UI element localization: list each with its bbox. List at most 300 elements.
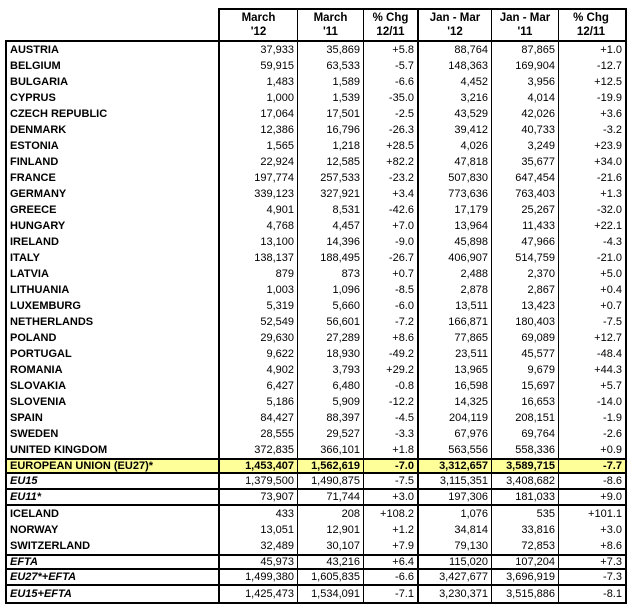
value-cell: 1,379,500: [220, 474, 298, 488]
value-cell: 3,589,715: [492, 460, 559, 472]
table-row: [7, 74, 625, 90]
value-cell: -9.0: [364, 234, 419, 250]
value-cell: 9,679: [492, 362, 559, 378]
table-row: [7, 394, 625, 410]
row-label: NETHERLANDS: [7, 314, 220, 330]
value-cell: 514,759: [492, 250, 559, 266]
value-cell: 63,533: [298, 58, 364, 74]
value-cell: 15,697: [492, 378, 559, 394]
value-cell: 45,577: [492, 346, 559, 362]
value-cell: -7.2: [364, 314, 419, 330]
value-cell: 366,101: [298, 442, 364, 458]
row-label: GERMANY: [7, 186, 220, 202]
value-cell: 873: [298, 266, 364, 282]
value-cell: +1.3: [600, 188, 622, 200]
table-row: [7, 266, 625, 282]
value-cell: 773,636: [419, 186, 492, 202]
value-cell: +3.6: [600, 108, 622, 120]
value-cell: +8.6: [364, 330, 419, 346]
value-cell: 535: [492, 506, 559, 522]
value-cell: +8.6: [600, 540, 622, 552]
row-label: ICELAND: [7, 506, 220, 522]
value-cell: -8.5: [364, 282, 419, 298]
value-cell: -26.7: [364, 250, 419, 266]
value-cell: -42.6: [364, 202, 419, 218]
value-cell: 18,930: [298, 346, 364, 362]
value-cell: +23.9: [594, 140, 622, 152]
value-cell: 52,549: [220, 314, 298, 330]
value-cell: 22,924: [220, 154, 298, 170]
value-cell: +108.2: [364, 506, 419, 522]
value-cell: 4,768: [220, 218, 298, 234]
row-label: SLOVENIA: [7, 394, 220, 410]
value-cell: 257,533: [298, 170, 364, 186]
header-line2: '11: [517, 26, 533, 38]
value-cell: -8.1: [603, 588, 622, 600]
value-cell: 35,869: [298, 42, 364, 58]
header-janmar-11: [492, 10, 559, 40]
row-label: ITALY: [7, 250, 220, 266]
value-cell: 4,902: [220, 362, 298, 378]
value-cell: 35,677: [492, 154, 559, 170]
value-cell: +7.0: [364, 218, 419, 234]
table-body: [5, 40, 627, 604]
table-row: [7, 154, 625, 170]
value-cell: -0.8: [364, 378, 419, 394]
value-cell: +3.4: [364, 186, 419, 202]
header-line1: % Chg: [372, 12, 409, 24]
table-row: [7, 122, 625, 138]
value-cell: +3.0: [600, 524, 622, 536]
row-label: BELGIUM: [7, 58, 220, 74]
value-cell: 3,216: [419, 90, 492, 106]
value-cell: 2,867: [492, 282, 559, 298]
value-cell: 2,878: [419, 282, 492, 298]
value-cell: +0.9: [600, 444, 622, 456]
value-cell: 1,425,473: [220, 586, 298, 602]
value-cell: -2.5: [364, 106, 419, 122]
value-cell: 879: [220, 266, 298, 282]
car-registrations-table: [5, 8, 627, 604]
value-cell: +1.8: [364, 442, 419, 458]
table-row: [7, 474, 625, 490]
value-cell: 563,556: [419, 442, 492, 458]
value-cell: 169,904: [492, 58, 559, 74]
value-cell: -32.0: [596, 204, 622, 216]
table-row: [7, 250, 625, 266]
value-cell: 138,137: [220, 250, 298, 266]
value-cell: 84,427: [220, 410, 298, 426]
value-cell: -6.6: [364, 570, 419, 584]
header-janmar-12: [419, 10, 492, 40]
value-cell: 34,814: [419, 522, 492, 538]
header-line1: Jan - Mar: [429, 12, 481, 24]
value-cell: -7.5: [603, 316, 622, 328]
value-cell: +12.7: [594, 332, 622, 344]
table-row: [7, 106, 625, 122]
value-cell: 3,956: [492, 74, 559, 90]
row-label: NORWAY: [7, 522, 220, 538]
table-row: [7, 282, 625, 298]
value-cell: 3,312,657: [419, 460, 492, 472]
value-cell: 558,336: [492, 442, 559, 458]
table-row: [7, 202, 625, 218]
value-cell: +22.1: [594, 220, 622, 232]
value-cell: 25,267: [492, 202, 559, 218]
table-row: [7, 362, 625, 378]
value-cell: 763,403: [492, 186, 559, 202]
value-cell: 3,408,682: [492, 474, 559, 488]
value-cell: 79,130: [419, 538, 492, 554]
value-cell: 3,515,886: [492, 586, 559, 602]
value-cell: 5,186: [220, 394, 298, 410]
value-cell: 4,452: [419, 74, 492, 90]
row-label: EUROPEAN UNION (EU27)*: [7, 460, 220, 472]
row-label: EFTA: [7, 556, 220, 568]
value-cell: +0.7: [364, 266, 419, 282]
value-cell: 1,589: [298, 74, 364, 90]
row-label: AUSTRIA: [7, 42, 220, 58]
value-cell: 12,901: [298, 522, 364, 538]
value-cell: +5.8: [364, 42, 419, 58]
header-march-11: [298, 10, 364, 40]
table-row: [7, 58, 625, 74]
value-cell: 1,483: [220, 74, 298, 90]
value-cell: 71,744: [298, 490, 364, 504]
value-cell: 73,907: [220, 490, 298, 504]
value-cell: 28,555: [220, 426, 298, 442]
value-cell: 1,534,091: [298, 586, 364, 602]
row-label: UNITED KINGDOM: [7, 442, 220, 458]
value-cell: 3,249: [492, 138, 559, 154]
value-cell: 17,179: [419, 202, 492, 218]
table-row: [7, 42, 625, 58]
value-cell: 433: [220, 506, 298, 522]
value-cell: -3.3: [364, 426, 419, 442]
header-line2: '11: [323, 26, 338, 38]
value-cell: 1,218: [298, 138, 364, 154]
row-label: DENMARK: [7, 122, 220, 138]
value-cell: 1,453,407: [220, 460, 298, 472]
value-cell: 30,107: [298, 538, 364, 554]
table-row: [7, 234, 625, 250]
value-cell: 1,490,875: [298, 474, 364, 488]
table-row: [7, 186, 625, 202]
value-cell: 8,531: [298, 202, 364, 218]
value-cell: 13,964: [419, 218, 492, 234]
row-label: HUNGARY: [7, 218, 220, 234]
value-cell: +28.5: [364, 138, 419, 154]
value-cell: 188,495: [298, 250, 364, 266]
value-cell: -35.0: [364, 90, 419, 106]
value-cell: 77,865: [419, 330, 492, 346]
header-line1: % Chg: [573, 12, 609, 24]
value-cell: 3,427,677: [419, 570, 492, 584]
table-row: [7, 538, 625, 554]
value-cell: +7.9: [364, 538, 419, 554]
value-cell: 14,325: [419, 394, 492, 410]
value-cell: 4,026: [419, 138, 492, 154]
row-label: IRELAND: [7, 234, 220, 250]
value-cell: -14.0: [596, 396, 622, 408]
value-cell: 69,089: [492, 330, 559, 346]
row-label: POLAND: [7, 330, 220, 346]
row-label: PORTUGAL: [7, 346, 220, 362]
value-cell: 40,733: [492, 122, 559, 138]
value-cell: 406,907: [419, 250, 492, 266]
value-cell: 13,965: [419, 362, 492, 378]
value-cell: 4,901: [220, 202, 298, 218]
table-row: [7, 490, 625, 506]
value-cell: 507,830: [419, 170, 492, 186]
value-cell: -23.2: [364, 170, 419, 186]
value-cell: 43,529: [419, 106, 492, 122]
table-row: [7, 570, 625, 586]
value-cell: +34.0: [594, 156, 622, 168]
table-row: [7, 298, 625, 314]
value-cell: +5.0: [600, 268, 622, 280]
header-line2: 12/11: [576, 26, 606, 38]
row-label: SWITZERLAND: [7, 538, 220, 554]
value-cell: 29,630: [220, 330, 298, 346]
header-pct-chg-ytd: [559, 10, 623, 40]
value-cell: 12,386: [220, 122, 298, 138]
value-cell: 17,501: [298, 106, 364, 122]
value-cell: +29.2: [364, 362, 419, 378]
value-cell: +1.0: [600, 44, 622, 56]
value-cell: -2.6: [603, 428, 622, 440]
header-line2: 12/11: [376, 26, 405, 38]
value-cell: +5.7: [600, 380, 622, 392]
value-cell: -4.5: [364, 410, 419, 426]
value-cell: 9,622: [220, 346, 298, 362]
value-cell: 72,853: [492, 538, 559, 554]
value-cell: 87,865: [492, 42, 559, 58]
value-cell: 1,076: [419, 506, 492, 522]
value-cell: -12.7: [596, 60, 622, 72]
value-cell: -21.0: [596, 252, 622, 264]
header-line1: March: [241, 12, 276, 24]
row-label: GREECE: [7, 202, 220, 218]
value-cell: 16,796: [298, 122, 364, 138]
header-line2: '12: [250, 26, 267, 38]
row-label: SLOVAKIA: [7, 378, 220, 394]
header-line1: March: [313, 12, 348, 24]
table-row: [7, 138, 625, 154]
value-cell: 1,562,619: [298, 460, 364, 472]
value-cell: 115,020: [419, 556, 492, 568]
value-cell: 47,818: [419, 154, 492, 170]
value-cell: 11,433: [492, 218, 559, 234]
row-label: BULGARIA: [7, 74, 220, 90]
value-cell: 1,003: [220, 282, 298, 298]
value-cell: +7.3: [600, 556, 622, 568]
value-cell: +0.7: [600, 300, 622, 312]
value-cell: 107,204: [492, 556, 559, 568]
table-row: [7, 218, 625, 234]
value-cell: 1,000: [220, 90, 298, 106]
value-cell: 372,835: [220, 442, 298, 458]
value-cell: +1.2: [364, 522, 419, 538]
value-cell: -7.7: [603, 460, 622, 472]
value-cell: 166,871: [419, 314, 492, 330]
value-cell: 2,488: [419, 266, 492, 282]
value-cell: 12,585: [298, 154, 364, 170]
value-cell: 45,973: [220, 556, 298, 568]
value-cell: 3,793: [298, 362, 364, 378]
table-row: [7, 426, 625, 442]
value-cell: 67,976: [419, 426, 492, 442]
value-cell: +3.0: [364, 490, 419, 504]
value-cell: 13,511: [419, 298, 492, 314]
value-cell: 2,370: [492, 266, 559, 282]
header-pct-chg-month: [364, 10, 419, 40]
row-label: LUXEMBURG: [7, 298, 220, 314]
table-header: [218, 8, 627, 40]
value-cell: 13,051: [220, 522, 298, 538]
value-cell: +9.0: [600, 491, 622, 503]
value-cell: -7.1: [364, 586, 419, 602]
table-row: [7, 330, 625, 346]
value-cell: 59,915: [220, 58, 298, 74]
value-cell: -12.2: [364, 394, 419, 410]
value-cell: 29,527: [298, 426, 364, 442]
row-label: CZECH REPUBLIC: [7, 106, 220, 122]
value-cell: 42,026: [492, 106, 559, 122]
value-cell: 5,909: [298, 394, 364, 410]
value-cell: 1,565: [220, 138, 298, 154]
value-cell: 32,489: [220, 538, 298, 554]
header-line1: Jan - Mar: [499, 12, 551, 24]
value-cell: 14,396: [298, 234, 364, 250]
row-label: SWEDEN: [7, 426, 220, 442]
row-label: EU15+EFTA: [7, 586, 220, 602]
value-cell: -26.3: [364, 122, 419, 138]
value-cell: -5.7: [364, 58, 419, 74]
value-cell: 148,363: [419, 58, 492, 74]
value-cell: 3,230,371: [419, 586, 492, 602]
value-cell: 180,403: [492, 314, 559, 330]
row-label: FINLAND: [7, 154, 220, 170]
value-cell: 27,289: [298, 330, 364, 346]
value-cell: 6,480: [298, 378, 364, 394]
value-cell: 5,660: [298, 298, 364, 314]
table-row: [7, 554, 625, 570]
row-label: ROMANIA: [7, 362, 220, 378]
value-cell: 181,033: [492, 490, 559, 504]
row-label: EU27*+EFTA: [7, 570, 220, 584]
value-cell: 208,151: [492, 410, 559, 426]
value-cell: 1,096: [298, 282, 364, 298]
value-cell: -3.2: [603, 124, 622, 136]
table-row: [7, 458, 625, 474]
value-cell: 1,499,380: [220, 570, 298, 584]
table-row: [7, 346, 625, 362]
table-row: [7, 378, 625, 394]
value-cell: 208: [298, 506, 364, 522]
value-cell: 647,454: [492, 170, 559, 186]
value-cell: 3,696,919: [492, 570, 559, 584]
value-cell: -1.9: [603, 412, 622, 424]
value-cell: 23,511: [419, 346, 492, 362]
value-cell: +82.2: [364, 154, 419, 170]
value-cell: 56,601: [298, 314, 364, 330]
value-cell: 204,119: [419, 410, 492, 426]
value-cell: 197,774: [220, 170, 298, 186]
row-label: LITHUANIA: [7, 282, 220, 298]
table-row: [7, 506, 625, 522]
value-cell: 16,598: [419, 378, 492, 394]
value-cell: +101.1: [588, 508, 622, 520]
value-cell: +44.3: [594, 364, 622, 376]
value-cell: -6.6: [364, 74, 419, 90]
header-march-12: [220, 10, 298, 40]
value-cell: 17,064: [220, 106, 298, 122]
row-label: EU15: [7, 474, 220, 488]
table-row: [7, 314, 625, 330]
header-line2: '12: [447, 26, 463, 38]
value-cell: 88,764: [419, 42, 492, 58]
value-cell: 1,605,835: [298, 570, 364, 584]
value-cell: 88,397: [298, 410, 364, 426]
value-cell: 327,921: [298, 186, 364, 202]
table-row: [7, 522, 625, 538]
value-cell: 37,933: [220, 42, 298, 58]
value-cell: 4,014: [492, 90, 559, 106]
row-label: EU11*: [7, 490, 220, 504]
table-row: [7, 170, 625, 186]
value-cell: 4,457: [298, 218, 364, 234]
row-label: SPAIN: [7, 410, 220, 426]
value-cell: +6.4: [364, 556, 419, 568]
value-cell: 13,100: [220, 234, 298, 250]
value-cell: -49.2: [364, 346, 419, 362]
value-cell: -7.5: [364, 474, 419, 488]
row-label: CYPRUS: [7, 90, 220, 106]
value-cell: 69,764: [492, 426, 559, 442]
value-cell: -4.3: [603, 236, 622, 248]
value-cell: 33,816: [492, 522, 559, 538]
table-row: [7, 90, 625, 106]
table-row: [7, 410, 625, 426]
value-cell: -7.3: [603, 571, 622, 583]
value-cell: 13,423: [492, 298, 559, 314]
row-label: FRANCE: [7, 170, 220, 186]
value-cell: -8.6: [603, 475, 622, 487]
value-cell: 43,216: [298, 556, 364, 568]
value-cell: -7.0: [364, 460, 419, 472]
table-row: [7, 442, 625, 458]
value-cell: 197,306: [419, 490, 492, 504]
value-cell: 47,966: [492, 234, 559, 250]
value-cell: 16,653: [492, 394, 559, 410]
value-cell: +0.4: [600, 284, 622, 296]
table-row: [7, 586, 625, 602]
value-cell: -19.9: [596, 92, 622, 104]
value-cell: -48.4: [596, 348, 622, 360]
value-cell: -21.6: [596, 172, 622, 184]
value-cell: +12.5: [594, 76, 622, 88]
value-cell: 5,319: [220, 298, 298, 314]
value-cell: 6,427: [220, 378, 298, 394]
value-cell: 1,539: [298, 90, 364, 106]
row-label: ESTONIA: [7, 138, 220, 154]
value-cell: 3,115,351: [419, 474, 492, 488]
value-cell: 39,412: [419, 122, 492, 138]
value-cell: 45,898: [419, 234, 492, 250]
row-label: LATVIA: [7, 266, 220, 282]
value-cell: 339,123: [220, 186, 298, 202]
